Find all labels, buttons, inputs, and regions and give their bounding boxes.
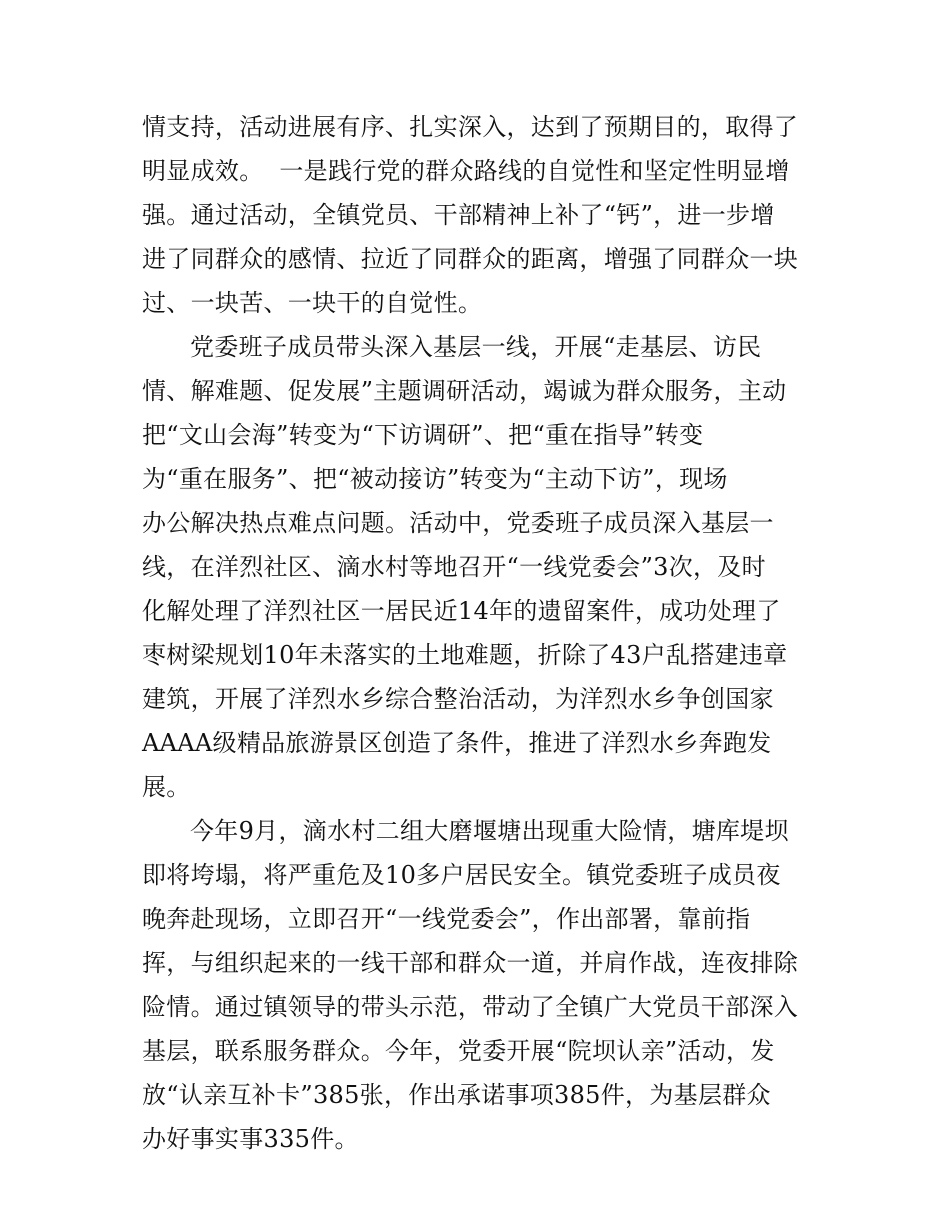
paragraph-first-line: 今年9月，滴水村二组大磨堰塘出现重大险情，塘库堤坝 [190,817,789,845]
text-line: 线，在洋烈社区、滴水村等地召开“一线党委会”3次，及时 [142,553,766,581]
text-line: 晚奔赴现场，立即召开“一线党委会”，作出部署，靠前指 [142,905,751,933]
text-line: 枣树梁规划10年未落实的土地难题，折除了43户乱搭建违章 [142,641,788,669]
text-line: 展。 [142,773,191,801]
text-line: 进了同群众的感情、拉近了同群众的距离，增强了同群众一块 [142,245,799,273]
text-line: 强。通过活动，全镇党员、干部精神上补了“钙”，进一步增 [142,201,775,229]
text-line: 办公解决热点难点问题。活动中，党委班子成员深入基层一 [142,509,774,537]
text-line: 险情。通过镇领导的带头示范，带动了全镇广大党员干部深入 [142,993,799,1021]
text-line: 把“文山会海”转变为“下访调研”、把“重在指导”转变 [142,421,704,449]
text-line: 即将垮塌，将严重危及10多户居民安全。镇党委班子成员夜 [142,861,781,889]
text-line: 基层，联系服务群众。今年，党委开展“院坝认亲”活动，发 [142,1037,775,1065]
paragraph-first-line: 党委班子成员带头深入基层一线，开展“走基层、访民 [190,333,762,361]
text-line: 情、解难题、促发展”主题调研活动，竭诚为群众服务，主动 [142,377,787,405]
text-line: AAAA级精品旅游景区创造了条件，推进了洋烈水乡奔跑发 [142,729,772,757]
text-line: 挥，与组织起来的一线干部和群众一道，并肩作战，连夜排除 [142,949,799,977]
text-line: 情支持，活动进展有序、扎实深入，达到了预期目的，取得了 [142,113,799,141]
text-line: 办好事实事335件。 [142,1125,359,1153]
text-line: 明显成效。 一是践行党的群众路线的自觉性和坚定性明显增 [142,157,790,185]
text-line: 放“认亲互补卡”385张，作出承诺事项385件，为基层群众 [142,1081,771,1109]
text-line: 为“重在服务”、把“被动接访”转变为“主动下访”，现场 [142,465,728,493]
text-line: 建筑，开展了洋烈水乡综合整治活动，为洋烈水乡争创国家 [142,685,774,713]
text-line: 过、一块苦、一块干的自觉性。 [142,289,483,317]
text-line: 化解处理了洋烈社区一居民近14年的遗留案件，成功处理了 [142,597,781,625]
